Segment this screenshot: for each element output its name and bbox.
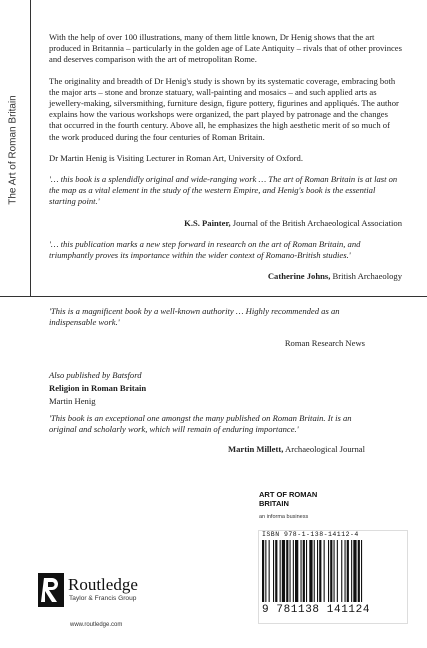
review-quote: 'This book is an exceptional one amongst the many published on Roman Britain. It is an original and scholarly work, which will remain of enduring importance.'	[49, 413, 352, 435]
reviewer-name: Catherine Johns,	[267, 271, 331, 282]
barcode-stripe	[353, 540, 356, 602]
review-source: Roman Research News	[284, 338, 365, 349]
barcode-stripe	[347, 540, 349, 602]
review-attribution	[49, 271, 402, 282]
reviewer-name: K.S. Painter,	[184, 217, 231, 228]
barcode-stripe	[282, 540, 285, 602]
barcode-stripe	[341, 540, 342, 602]
routledge-logo-icon	[38, 573, 64, 607]
barcode-stripe	[269, 540, 270, 602]
barcode-stripe	[345, 540, 346, 602]
barcode-stripe	[286, 540, 288, 602]
barcode-stripe	[319, 540, 321, 602]
barcode-stripe	[265, 540, 266, 602]
publisher-url: www.routledge.com	[70, 622, 123, 628]
barcode-stripe	[280, 540, 281, 602]
review-source: Journal of the British Archaeological Association	[230, 217, 402, 228]
barcode-stripe	[330, 540, 332, 602]
barcode-stripe	[351, 540, 352, 602]
lower-block	[49, 306, 365, 455]
barcode-icon	[262, 540, 402, 602]
description-paragraph: With the help of over 100 illustrations, many of them little known, Dr Henig shows that the art produced in Britannia – particularly in the golden age of Late Antiquity – rivals that of other provinces and deserves comparison with the art of metropolitan Rome.	[49, 32, 402, 65]
series-title-line: BRITAIN	[259, 499, 289, 508]
spine-title: The Art of Roman Britain	[7, 95, 19, 205]
barcode-stripe	[337, 540, 338, 602]
barcode-stripe	[358, 540, 360, 602]
review-attribution	[49, 218, 402, 229]
review-quote: '… this publication marks a new step forward in research on the art of Roman Britain, and triumphantly proves its importance within the wider context of Romano-British studies.'	[49, 238, 361, 261]
barcode-stripe	[324, 540, 325, 602]
business-tagline: an informa business	[259, 514, 309, 520]
barcode-stripe	[303, 540, 305, 602]
isbn-label: ISBN 978-1-138-14112-4	[262, 531, 359, 538]
series-title	[259, 490, 317, 508]
publisher-logo	[38, 573, 178, 613]
publisher-group: Taylor & Francis Group	[69, 595, 137, 602]
author-bio: Dr Martin Henig is Visiting Lecturer in Roman Art, University of Oxford.	[49, 152, 303, 163]
publisher-name: Routledge	[68, 575, 138, 594]
barcode-stripe	[328, 540, 329, 602]
barcode-stripe	[295, 540, 298, 602]
isbn-digits: 9 781138 141124	[262, 604, 371, 616]
barcode-stripe	[290, 540, 291, 602]
barcode-stripe	[334, 540, 335, 602]
barcode-stripe	[301, 540, 302, 602]
barcode-stripe	[314, 540, 315, 602]
barcode-stripe	[361, 540, 362, 602]
review-quote: 'This is a magnificent book by a well-known authority … Highly recommended as an indispensable work.'	[49, 306, 340, 328]
series-title-line: ART OF ROMAN	[259, 490, 318, 499]
review-source: Archaeological Journal	[283, 443, 365, 454]
review-quote: '… this book is a splendidly original and wide-ranging work … The art of Roman Britain is at last on the map as a vital element in the study of the western Empire, and Henig's book is the essential starting point.'	[49, 174, 398, 207]
divider	[0, 296, 427, 297]
review-attribution	[49, 444, 365, 455]
also-published-label: Also published by Batsford	[49, 369, 142, 380]
reviewer-name: Martin Millett,	[228, 443, 284, 454]
description-block	[49, 32, 402, 292]
barcode-stripe	[317, 540, 318, 602]
barcode-stripe	[262, 540, 264, 602]
barcode-stripe	[309, 540, 312, 602]
barcode-stripe	[273, 540, 274, 602]
barcode-stripe	[306, 540, 307, 602]
related-book-title: Religion in Roman Britain	[49, 382, 147, 393]
review-source: British Archaeology	[330, 271, 402, 282]
barcode-stripe	[275, 540, 277, 602]
related-book-author: Martin Henig	[49, 396, 96, 407]
spine-strip	[0, 0, 31, 296]
description-paragraph: The originality and breadth of Dr Henig's study is shown by its systematic coverage, embracing both the major arts – stone and bronze statuary, wall-painting and mosaics – and such applied arts as jewellery-making, silversmithing, furniture design, figure pottery, figurines and appliqués. The author explains how the various workshops were organized, the part played by patronage and the changes that occurred in the fourth century. Above all, he emphasizes the high aesthetic merit of so much of the work produced during the four centuries of Roman Britain.	[49, 75, 399, 142]
barcode-stripe	[293, 540, 294, 602]
